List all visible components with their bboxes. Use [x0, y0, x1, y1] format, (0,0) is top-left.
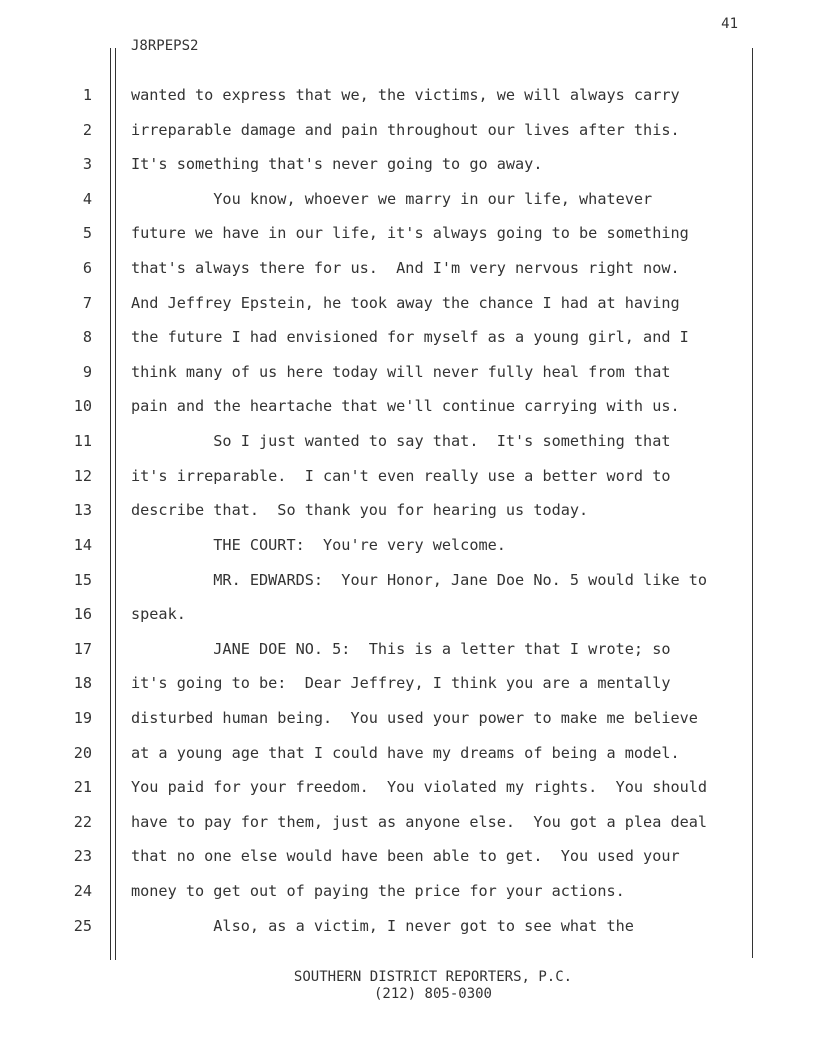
line-text: the future I had envisioned for myself as a young girl, and I: [131, 328, 689, 347]
line-number: 22: [73, 812, 92, 831]
transcript-line: [0, 459, 816, 494]
line-text: And Jeffrey Epstein, he took away the chance I had at having: [131, 293, 680, 312]
case-id: J8RPEPS2: [131, 38, 199, 54]
line-number: 17: [73, 639, 92, 658]
transcript-line: [0, 424, 816, 459]
line-text: So I just wanted to say that. It's something that: [131, 432, 671, 451]
line-number: 11: [73, 432, 92, 451]
line-number: 25: [73, 916, 92, 935]
transcript-line: [0, 597, 816, 632]
line-number: 5: [82, 224, 92, 243]
line-text: MR. EDWARDS: Your Honor, Jane Doe No. 5 would like to: [131, 570, 708, 589]
line-number: 24: [73, 882, 92, 901]
transcript-line: [0, 805, 816, 840]
line-text: THE COURT: You're very welcome.: [131, 535, 506, 554]
line-text: money to get out of paying the price for your actions.: [131, 882, 625, 901]
line-text: pain and the heartache that we'll continue carrying with us.: [131, 397, 680, 416]
line-number: 3: [82, 155, 92, 174]
line-text: It's something that's never going to go away.: [131, 155, 543, 174]
line-number: 6: [82, 259, 92, 278]
line-number: 15: [73, 570, 92, 589]
line-text: have to pay for them, just as anyone else. You got a plea deal: [131, 812, 708, 831]
line-text: You paid for your freedom. You violated my rights. You should: [131, 778, 708, 797]
transcript-line: [0, 632, 816, 667]
line-number: 23: [73, 847, 92, 866]
line-number: 19: [73, 708, 92, 727]
line-number: 13: [73, 501, 92, 520]
transcript-line: [0, 286, 816, 321]
line-text: that's always there for us. And I'm very nervous right now.: [131, 259, 680, 278]
transcript-line: [0, 182, 816, 217]
transcript-line: [0, 493, 816, 528]
transcript-line: [0, 874, 816, 909]
line-number: 18: [73, 674, 92, 693]
transcript-line: [0, 770, 816, 805]
line-text: future we have in our life, it's always going to be something: [131, 224, 689, 243]
line-number: 20: [73, 743, 92, 762]
transcript-body: [0, 78, 816, 943]
line-number: 8: [82, 328, 92, 347]
transcript-line: [0, 113, 816, 148]
line-number: 12: [73, 466, 92, 485]
line-text: You know, whoever we marry in our life, whatever: [131, 189, 653, 208]
line-text: it's going to be: Dear Jeffrey, I think you are a mentally: [131, 674, 671, 693]
line-text: irreparable damage and pain throughout our lives after this.: [131, 120, 680, 139]
line-number: 7: [82, 293, 92, 312]
transcript-line: [0, 839, 816, 874]
line-text: wanted to express that we, the victims, we will always carry: [131, 86, 680, 104]
reporter-name: SOUTHERN DISTRICT REPORTERS, P.C.: [293, 969, 573, 985]
line-number: 10: [73, 397, 92, 416]
transcript-line: [0, 216, 816, 251]
line-number: 9: [82, 362, 92, 381]
transcript-line: [0, 389, 816, 424]
line-text: Also, as a victim, I never got to see what the: [131, 916, 634, 935]
line-number: 1: [82, 86, 92, 104]
line-text: JANE DOE NO. 5: This is a letter that I wrote; so: [131, 639, 671, 658]
line-number: 4: [82, 189, 92, 208]
transcript-line: [0, 736, 816, 771]
transcript-line: [0, 78, 816, 113]
line-text: think many of us here today will never fully heal from that: [131, 362, 671, 381]
transcript-line: [0, 666, 816, 701]
line-number: 21: [73, 778, 92, 797]
line-text: it's irreparable. I can't even really use a better word to: [131, 466, 671, 485]
transcript-line: [0, 251, 816, 286]
line-number: 2: [82, 120, 92, 139]
line-text: that no one else would have been able to get. You used your: [131, 847, 680, 866]
transcript-line: [0, 355, 816, 390]
transcript-line: [0, 528, 816, 563]
line-number: 16: [73, 605, 92, 624]
page-number: 41: [721, 16, 738, 32]
transcript-line: [0, 563, 816, 598]
transcript-line: [0, 701, 816, 736]
line-text: speak.: [131, 605, 186, 624]
transcript-line: [0, 909, 816, 944]
line-number: 14: [73, 535, 92, 554]
line-text: disturbed human being. You used your power to make me believe: [131, 708, 698, 727]
reporter-phone: (212) 805-0300: [373, 986, 492, 1002]
transcript-line: [0, 147, 816, 182]
line-text: describe that. So thank you for hearing us today.: [131, 501, 589, 520]
line-text: at a young age that I could have my dreams of being a model.: [131, 743, 680, 762]
page-footer: [0, 969, 816, 1003]
transcript-line: [0, 320, 816, 355]
